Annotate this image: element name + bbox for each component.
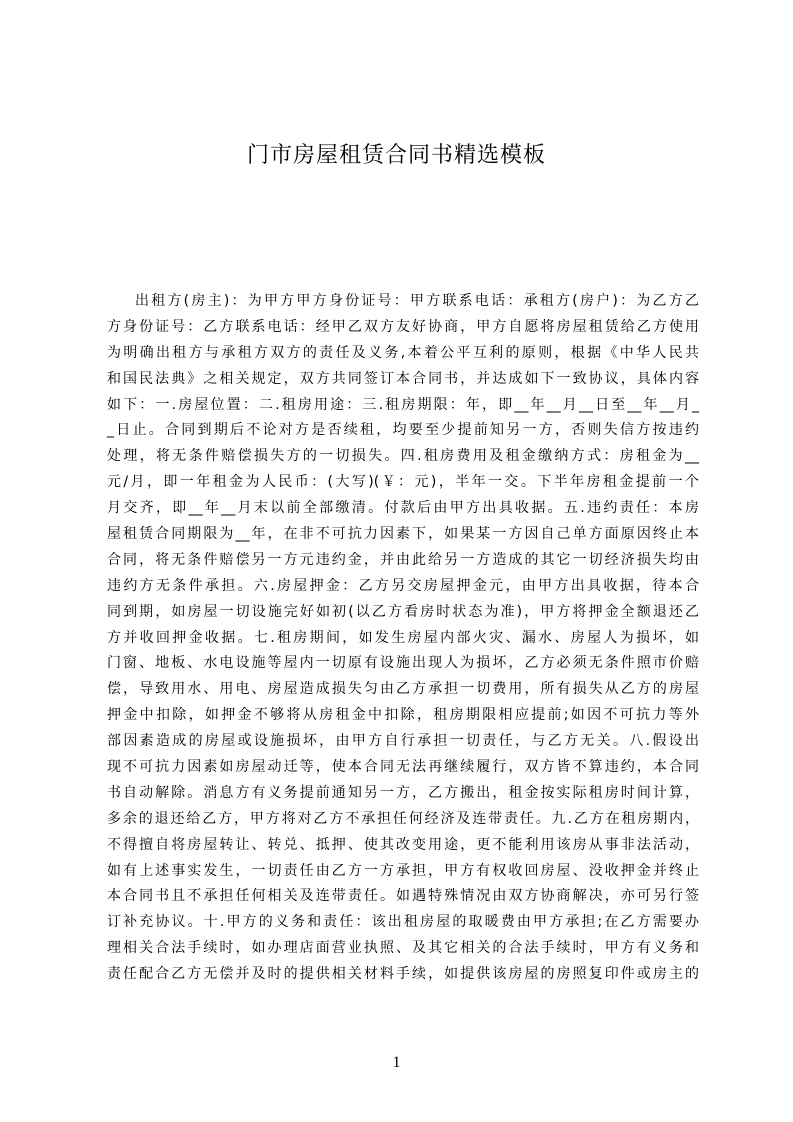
body-line: 月交齐，即__年__月末以前全部缴清。付款后由甲方出具收据。五.违约责任：本房 (107, 500, 699, 517)
body-line: 出租方(房主)：为甲方甲方身份证号：甲方联系电话：承租方(房户)：为乙方乙 (135, 293, 699, 309)
body-line: 押金中扣除，如押金不够将从房租金中扣除，租房期限相应提前;如因不可抗力等外 (107, 707, 699, 724)
body-line: 方并收回押金收据。七.租房期间，如发生房屋内部火灾、漏水、房屋人为损坏，如 (107, 629, 699, 646)
body-line: 偿，导致用水、用电、房屋造成损失匀由乙方承担一切费用，所有损失从乙方的房屋 (107, 681, 699, 698)
body-line: 元/月，即一年租金为人民币：(大写)(￥：元)，半年一交。下半年房租金提前一个 (107, 474, 699, 491)
body-line: 现不可抗力因素如房屋动迁等，使本合同无法再继续履行，双方皆不算违约，本合同 (107, 759, 699, 776)
body-line: 屋租赁合同期限为__年，在非不可抗力因素下，如果某一方因自己单方面原因终止本 (107, 526, 699, 543)
body-line: 如下：一.房屋位置：二.租房用途：三.租房期限：年，即__年__月__日至__年__月_ (107, 396, 699, 413)
body-line: 合同，将无条件赔偿另一方元违约金，并由此给另一方造成的其它一切经济损失均由 (107, 551, 699, 568)
document-title: 门市房屋租赁合同书精选模板 (246, 143, 546, 168)
contract-body (107, 289, 699, 983)
page-number: 1 (392, 1054, 401, 1071)
body-line: 部因素造成的房屋或设施损坏，由甲方自行承担一切责任，与乙方无关。八.假设出 (107, 733, 699, 750)
body-line: 处理，将无条件赔偿损失方的一切损失。四.租房费用及租金缴纳方式：房租金为__ (107, 448, 699, 465)
body-line: 订补充协议。十.甲方的义务和责任：该出租房屋的取暖费由甲方承担;在乙方需要办 (107, 914, 699, 931)
body-line: 责任配合乙方无偿并及时的提供相关材料手续，如提供该房屋的房照复印件或房主的 (107, 966, 699, 983)
body-line: 为明确出租方与承租方双方的责任及义务,本着公平互利的原则，根据《中华人民共 (107, 344, 699, 361)
body-line: 书自动解除。消息方有义务提前通知另一方，乙方搬出，租金按实际租房时间计算， (107, 784, 699, 801)
body-line: 方身份证号：乙方联系电话：经甲乙双方友好协商，甲方自愿将房屋租赁给乙方使用 (107, 318, 699, 335)
body-line: 和国民法典》之相关规定，双方共同签订本合同书，并达成如下一致协议，具体内容 (107, 370, 699, 387)
body-line: 多余的退还给乙方，甲方将对乙方不承担任何经济及连带责任。九.乙方在租房期内， (107, 810, 699, 827)
body-line: 如有上述事实发生，一切责任由乙方一方承担，甲方有权收回房屋、没收押金并终止 (107, 862, 699, 879)
body-line: 理相关合法手续时，如办理店面营业执照、及其它相关的合法手续时，甲方有义务和 (107, 940, 699, 957)
body-line: 本合同书且不承担任何相关及连带责任。如遇特殊情况由双方协商解决，亦可另行签 (107, 888, 699, 905)
body-line: 同到期，如房屋一切设施完好如初(以乙方看房时状态为准)，甲方将押金全额退还乙 (107, 603, 699, 620)
body-line: 不得擅自将房屋转让、转兑、抵押、使其改变用途，更不能利用该房从事非法活动， (107, 836, 699, 853)
body-line: 门窗、地板、水电设施等屋内一切原有设施出现人为损坏，乙方必须无条件照市价赔 (107, 655, 699, 672)
body-line: _日止。合同到期后不论对方是否续租，均要至少提前知另一方，否则失信方按违约 (107, 422, 699, 439)
body-line: 违约方无条件承担。六.房屋押金：乙方另交房屋押金元，由甲方出具收据，待本合 (107, 577, 699, 594)
